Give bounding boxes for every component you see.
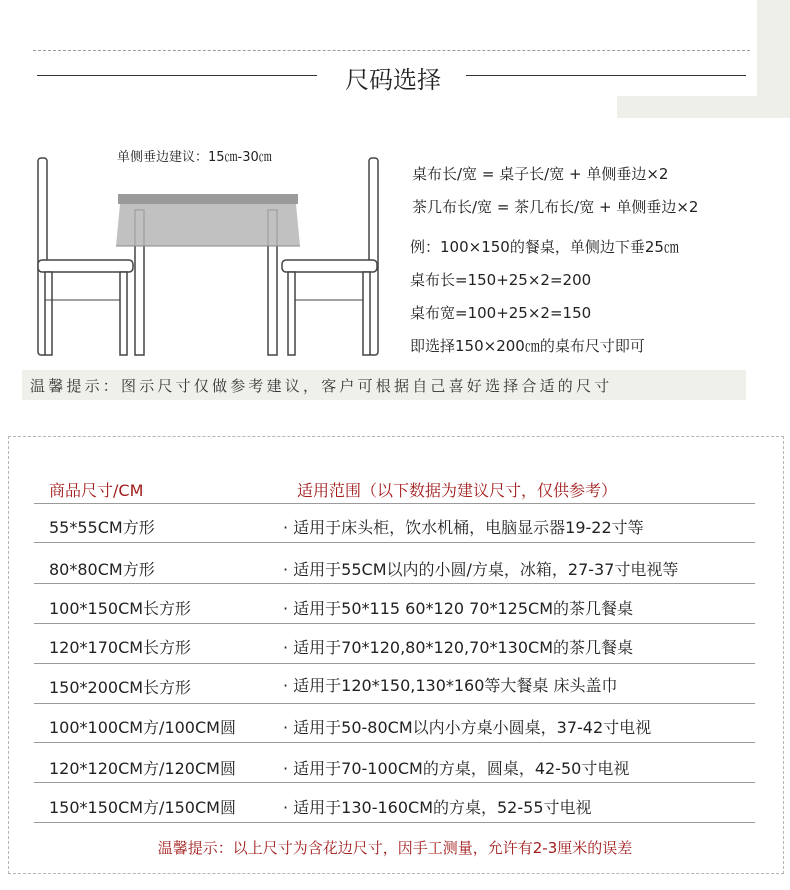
- table-row-size: 150*200CM长方形: [49, 678, 192, 697]
- example-line: 桌布长=150+25×2=200: [410, 271, 592, 289]
- title-right-rule: [466, 75, 746, 76]
- title-left-rule: [37, 75, 317, 76]
- tablecloth-formula: 桌布长/宽 = 桌子长/宽 + 单侧垂边×2: [412, 165, 669, 183]
- table-row-usage: · 适用于50*115 60*120 70*125CM的茶几餐桌: [283, 599, 634, 618]
- left-chair-illustration: [38, 158, 133, 355]
- row-divider: [34, 663, 755, 664]
- table-row-size: 120*120CM方/120CM圆: [49, 759, 236, 778]
- table-row-usage: · 适用于70-100CM的方桌，圆桌，42-50寸电视: [283, 759, 630, 778]
- coffee-table-formula: 茶几布长/宽 = 茶几布长/宽 + 单侧垂边×2: [412, 198, 699, 216]
- decorative-corner-notch: [617, 0, 757, 96]
- overhang-suggestion-label: 单侧垂边建议：15㎝-30㎝: [117, 150, 272, 165]
- table-chairs-diagram: [30, 150, 390, 360]
- row-divider: [34, 503, 755, 504]
- table-row-usage: · 适用于130-160CM的方桌，52-55寸电视: [283, 798, 592, 817]
- table-row-usage: · 适用于50-80CM以内小方桌小圆桌，37-42寸电视: [283, 718, 652, 737]
- tip-bar: [22, 370, 746, 400]
- row-divider: [34, 623, 755, 624]
- table-row-size: 150*150CM方/150CM圆: [49, 798, 236, 817]
- row-divider: [34, 822, 755, 823]
- table-row-size: 100*150CM长方形: [49, 599, 192, 618]
- row-divider: [34, 742, 755, 743]
- row-divider: [34, 542, 755, 543]
- row-divider: [34, 782, 755, 783]
- table-row-usage: · 适用于120*150,130*160等大餐桌 床头盖巾: [283, 676, 618, 695]
- measurement-tolerance-note: 温馨提示：以上尺寸为含花边尺寸，因手工测量，允许有2-3厘米的误差: [157, 839, 633, 857]
- tablecloth-illustration: [116, 194, 300, 246]
- table-row-size: 55*55CM方形: [49, 518, 155, 537]
- row-divider: [34, 703, 755, 704]
- top-dashed-divider: [33, 50, 750, 51]
- table-row-size: 80*80CM方形: [49, 560, 155, 579]
- table-header-size: 商品尺寸/CM: [49, 481, 144, 500]
- tip-text: 温馨提示：图示尺寸仅做参考建议，客户可根据自己喜好选择合适的尺寸: [30, 377, 613, 395]
- example-line: 桌布宽=100+25×2=150: [410, 304, 592, 322]
- table-row-size: 120*170CM长方形: [49, 638, 192, 657]
- table-row-usage: · 适用于55CM以内的小圆/方桌，冰箱，27-37寸电视等: [283, 560, 679, 579]
- table-row-usage: · 适用于70*120,80*120,70*130CM的茶几餐桌: [283, 638, 634, 657]
- example-line: 例：100×150的餐桌，单侧边下垂25㎝: [410, 238, 679, 256]
- example-line: 即选择150×200㎝的桌布尺寸即可: [410, 337, 645, 355]
- table-row-size: 100*100CM方/100CM圆: [49, 718, 236, 737]
- table-row-usage: · 适用于床头柜，饮水机桶，电脑显示器19-22寸等: [283, 518, 644, 537]
- section-title: 尺码选择: [345, 66, 441, 94]
- right-chair-illustration: [282, 158, 378, 355]
- table-header-usage: 适用范围（以下数据为建议尺寸，仅供参考）: [297, 481, 618, 500]
- row-divider: [34, 583, 755, 584]
